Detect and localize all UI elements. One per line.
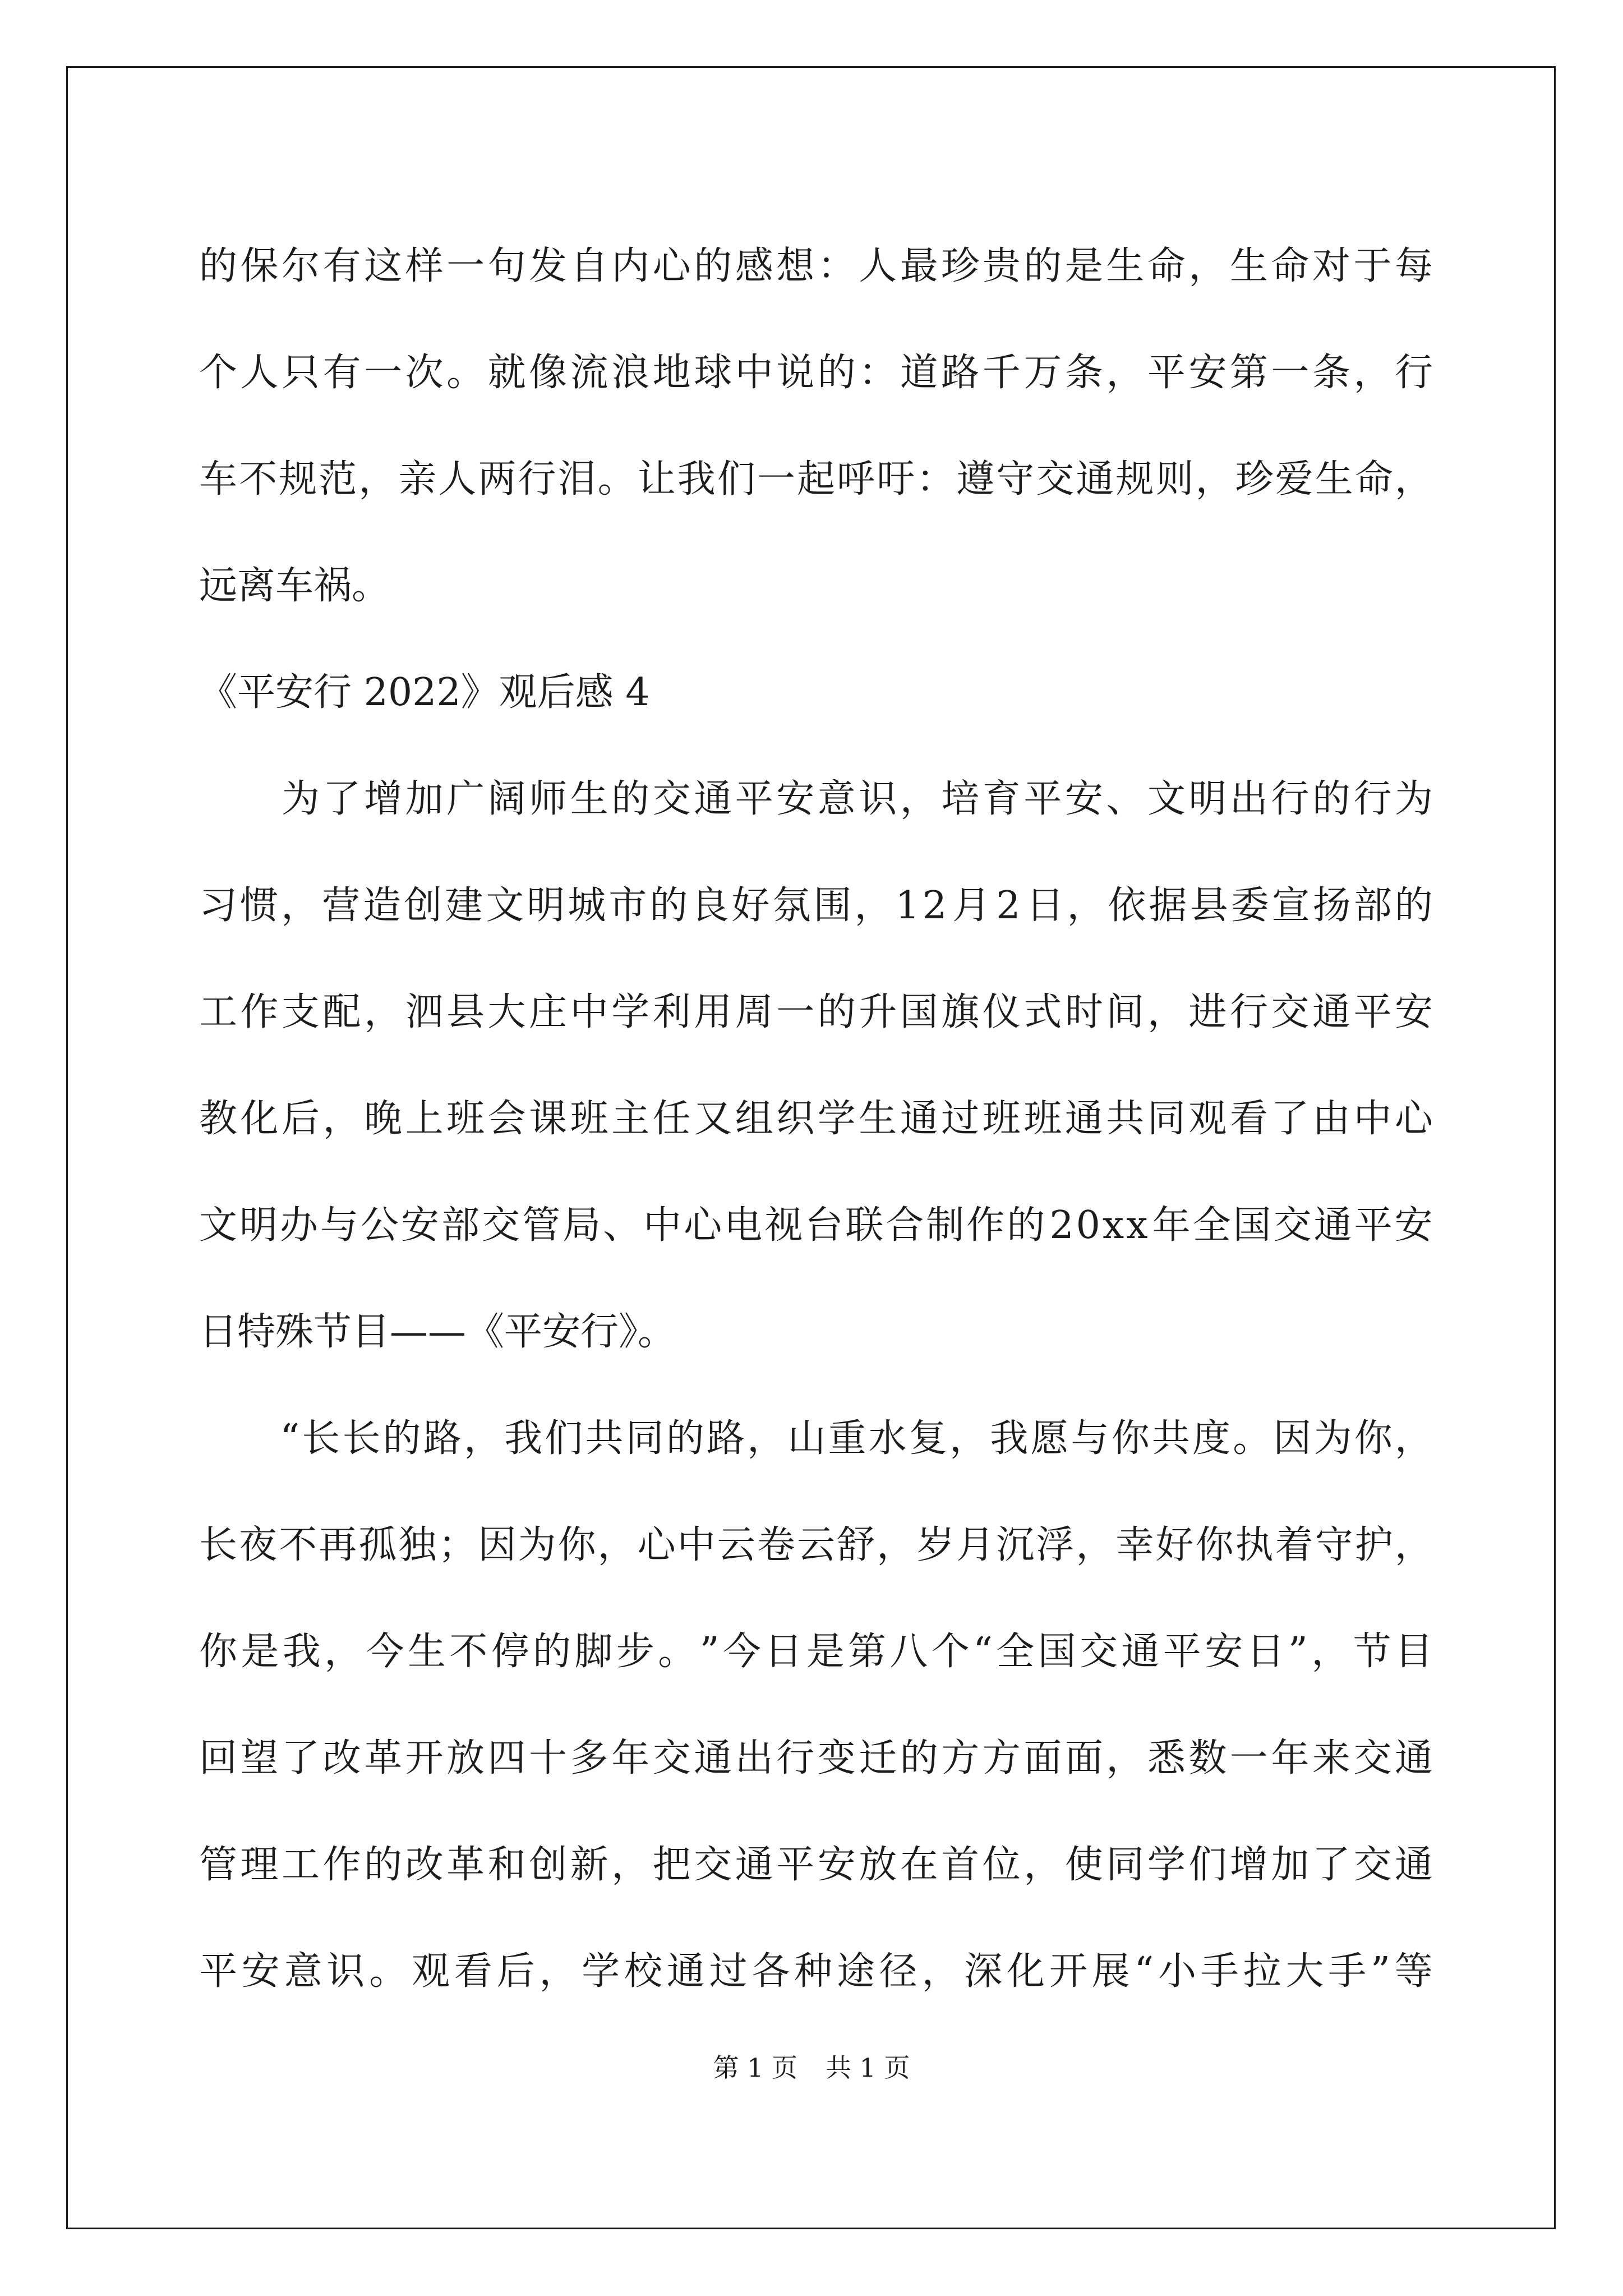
text-line: 习 惯 ， 营 造 创 建 文 明 城 市 的 良 好 氛 围 ， 1 2 月 2 日 ， 依 据 县 委 宣 扬 部 的 — [199, 884, 1433, 928]
page-footer — [0, 2047, 1623, 2085]
text-line: 的 保 尔 有 这 样 一 句 发 自 内 心 的 感 想 ： 人 最 珍 贵 的 是 生 命 ， 生 命 对 于 每 — [199, 244, 1433, 288]
page-total: 共 1 页 — [826, 2053, 910, 2083]
text-line: 平 安 意 识 。 观 看 后 ， 学 校 通 过 各 种 途 径 ， 深 化 开 展 “ 小 手 拉 大 手 ” 等 — [199, 1949, 1433, 1994]
text-line: 管 理 工 作 的 改 革 和 创 新 ， 把 交 通 平 安 放 在 首 位 ， 使 同 学 们 增 加 了 交 通 — [199, 1843, 1433, 1887]
text-line: 文 明 办 与 公 安 部 交 管 局 、 中 心 电 视 台 联 合 制 作 的 2 0 x x 年 全 国 交 通 平 安 — [199, 1203, 1433, 1248]
page-number: 第 1 页 — [713, 2053, 797, 2083]
document-body — [199, 213, 1433, 2025]
section-heading: 《平安行 2022》观后感 4 — [199, 670, 650, 715]
text-line: 车 不 规 范 ， 亲 人 两 行 泪 。 让 我 们 一 起 呼 吁 ： 遵 守 交 通 规 则 ， 珍 爱 生 命 ， — [199, 457, 1433, 501]
text-line: 个 人 只 有 一 次 。 就 像 流 浪 地 球 中 说 的 ： 道 路 千 万 条 ， 平 安 第 一 条 ， 行 — [199, 351, 1433, 395]
text-line: 回 望 了 改 革 开 放 四 十 多 年 交 通 出 行 变 迁 的 方 方 面 面 ， 悉 数 一 年 来 交 通 — [199, 1736, 1433, 1780]
text-line: 教 化 后 ， 晚 上 班 会 课 班 主 任 又 组 织 学 生 通 过 班 班 通 共 同 观 看 了 由 中 心 — [199, 1097, 1433, 1141]
text-line: 远离车祸。 — [199, 564, 390, 608]
text-line: 为 了 增 加 广 阔 师 生 的 交 通 平 安 意 识 ， 培 育 平 安 、 文 明 出 行 的 行 为 — [282, 777, 1433, 821]
text-line: 长 夜 不 再 孤 独 ； 因 为 你 ， 心 中 云 卷 云 舒 ， 岁 月 沉 浮 ， 幸 好 你 执 着 守 护 ， — [199, 1523, 1433, 1567]
text-line: “ 长 长 的 路 ， 我 们 共 同 的 路 ， 山 重 水 复 ， 我 愿 与 你 共 度 。 因 为 你 ， — [280, 1416, 1433, 1461]
text-line: 工 作 支 配 ， 泗 县 大 庄 中 学 利 用 周 一 的 升 国 旗 仪 式 时 间 ， 进 行 交 通 平 安 — [199, 990, 1433, 1034]
text-line: 你 是 我 ， 今 生 不 停 的 脚 步 。 ” 今 日 是 第 八 个 “ 全 国 交 通 平 安 日 ” ， 节 目 — [199, 1630, 1433, 1674]
text-line: 日特殊节目——《平安行》。 — [199, 1310, 676, 1354]
